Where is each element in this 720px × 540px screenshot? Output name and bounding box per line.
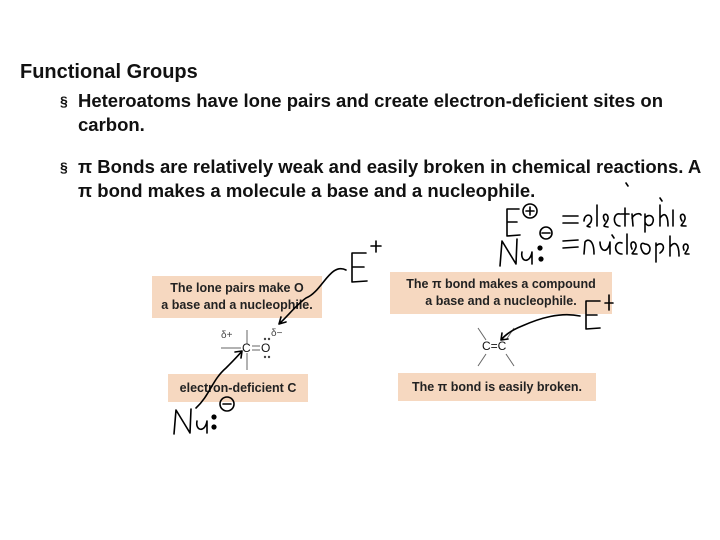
- delta-minus-label: δ−: [271, 328, 283, 339]
- handwritten-arrow-to-carbon: [196, 351, 242, 408]
- carbon-atom: C: [242, 341, 251, 355]
- delta-plus-label: δ+: [221, 330, 233, 341]
- alkene-label: C=C: [482, 339, 507, 353]
- caption-line: The lone pairs make O: [170, 281, 304, 295]
- caption-line: a base and a nucleophile.: [161, 298, 313, 312]
- handwritten-arrow-to-pi-bond: [501, 315, 580, 340]
- caption-line: electron-deficient C: [179, 380, 297, 395]
- bullet-marker: §: [60, 93, 68, 109]
- bullet-marker: §: [60, 159, 68, 175]
- handwritten-nu-anion: [174, 409, 207, 434]
- handwritten-nu-nucleophile: [500, 239, 532, 266]
- slide-title: Functional Groups: [20, 61, 198, 83]
- handwritten-e-electrophile: [507, 209, 520, 236]
- caption-line: The π bond is easily broken.: [411, 379, 583, 394]
- handwritten-arrow-to-oxygen: [279, 269, 346, 324]
- bullet-text: π Bonds are relatively weak and easily broken in chemical reactions. A π bond makes a molecule a base and a nucleophile.: [78, 156, 701, 201]
- handwritten-e-plus-left: [352, 241, 381, 282]
- oxygen-atom: O: [261, 341, 271, 355]
- caption-line: The π bond makes a compound: [406, 277, 596, 291]
- handwritten-e-plus-right: [586, 295, 613, 329]
- caption-line: a base and a nucleophile.: [425, 294, 577, 308]
- bullet-text: Heteroatoms have lone pairs and create electron-deficient sites on carbon.: [78, 90, 663, 135]
